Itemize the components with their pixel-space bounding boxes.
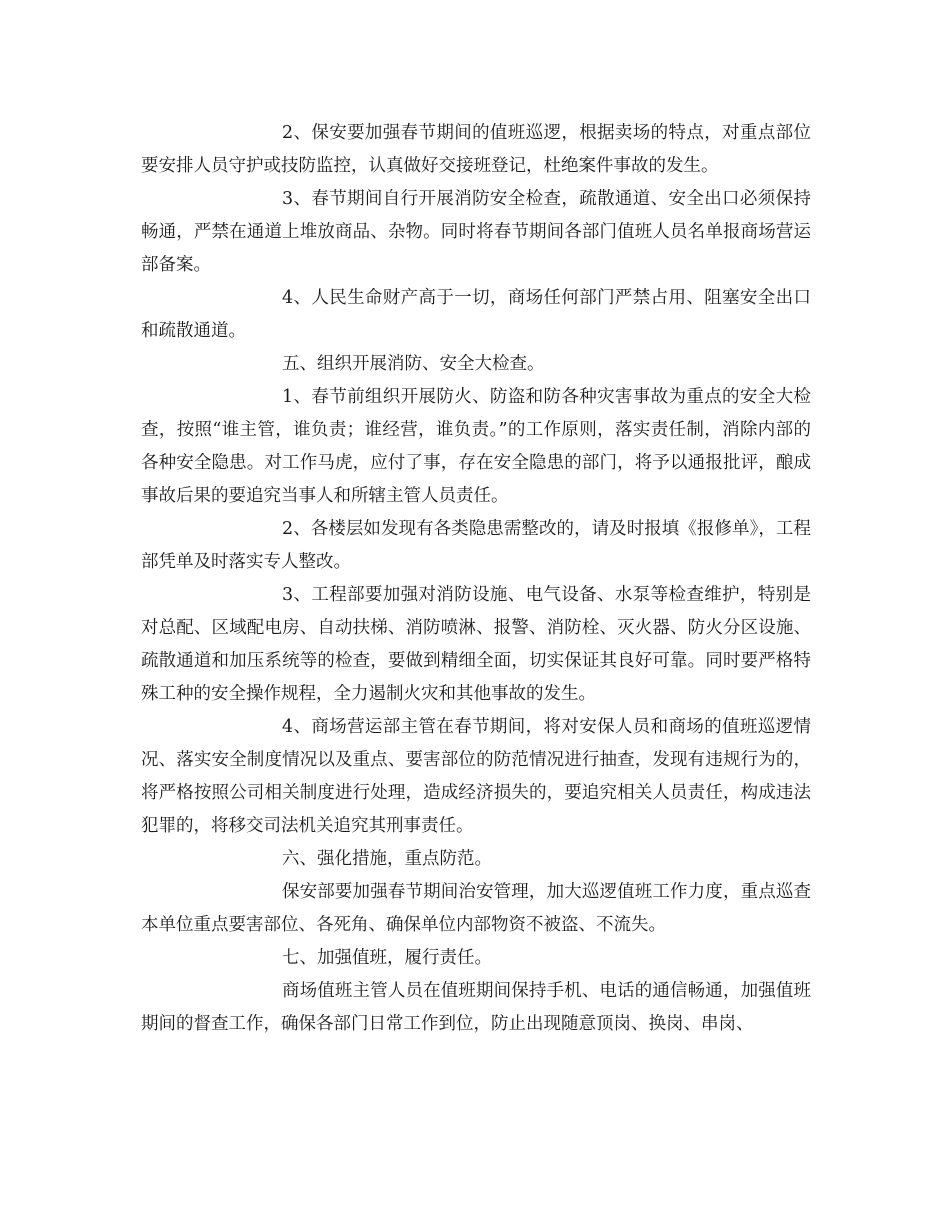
- paragraph-security-patrol: 保安部要加强春节期间治安管理，加大巡逻值班工作力度，重点巡查本单位重点要害部位、各死角、确保单位内部物资不被盗、不流失。: [141, 882, 811, 935]
- paragraph-item-3-fire-inspection: 3、春节期间自行开展消防安全检查，疏散通道、安全出口必须保持畅通，严禁在通道上堆放商品、杂物。同时将春节期间各部门值班人员名单报商场营运部备案。: [141, 189, 811, 275]
- paragraph-duty-supervision: 商场值班主管人员在值班期间保持手机、电话的通信畅通，加强值班期间的督查工作，确保各部门日常工作到位，防止出现随意顶岗、换岗、串岗、: [141, 981, 811, 1034]
- paragraph-item-2-repair-report: 2、各楼层如发现有各类隐患需整改的，请及时报填《报修单》，工程部凭单及时落实专人整改。: [141, 519, 811, 572]
- section-heading-6: 六、强化措施，重点防范。: [282, 849, 492, 869]
- section-heading-5: 五、组织开展消防、安全大检查。: [282, 354, 545, 374]
- section-heading-7: 七、加强值班，履行责任。: [282, 948, 492, 968]
- paragraph-item-2-guard-patrol: 2、保安要加强春节期间的值班巡逻，根据卖场的特点，对重点部位要安排人员守护或技防监控，认真做好交接班登记，杜绝案件事故的发生。: [141, 123, 811, 176]
- paragraph-item-4-spot-check: 4、商场营运部主管在春节期间，将对安保人员和商场的值班巡逻情况、落实安全制度情况以及重点、要害部位的防范情况进行抽查，发现有违规行为的，将严格按照公司相关制度进行处理，造成经济损失的，要追究相关人员责任，构成违法犯罪的，将移交司法机关追究其刑事责任。: [141, 717, 811, 836]
- paragraph-item-1-safety-check: 1、春节前组织开展防火、防盗和防各种灾害事故为重点的安全大检查，按照“谁主管，谁负责；谁经营，谁负责。”的工作原则，落实责任制，消除内部的各种安全隐患。对工作马虎，应付了事，存在安全隐患的部门，将予以通报批评，酿成事故后果的要追究当事人和所辖主管人员责任。: [141, 387, 811, 506]
- paragraph-item-3-engineering: 3、工程部要加强对消防设施、电气设备、水泵等检查维护，特别是对总配、区域配电房、自动扶梯、消防喷淋、报警、消防栓、灭火器、防火分区设施、疏散通道和加压系统等的检查，要做到精细全面，切实保证其良好可靠。同时要严格特殊工种的安全操作规程，全力遏制火灾和其他事故的发生。: [141, 585, 811, 704]
- paragraph-item-4-safety-exits: 4、人民生命财产高于一切，商场任何部门严禁占用、阻塞安全出口和疏散通道。: [141, 288, 811, 341]
- document-body: [141, 117, 811, 1041]
